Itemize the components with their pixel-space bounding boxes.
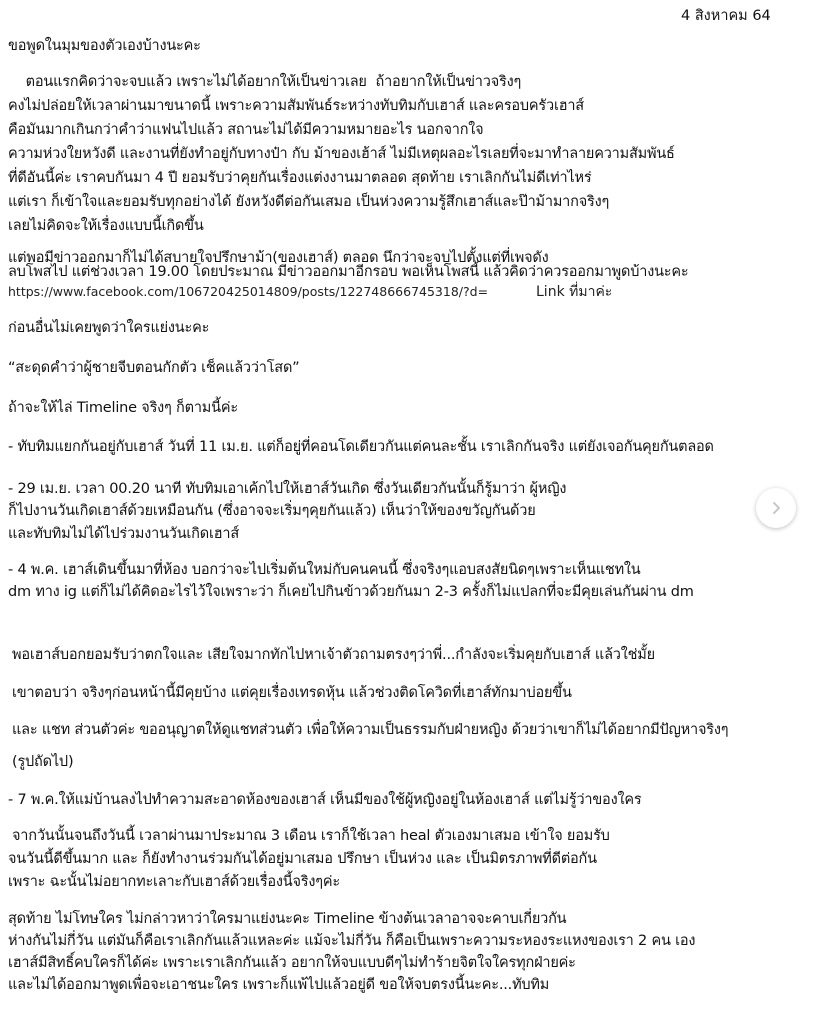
timeline-item: - 29 เม.ย. เวลา 00.20 นาที ทับทิมเอาเค้กไปให้เฮาส์วันเกิด ซึ่งวันเดียวกันนั้นก็รู้มาว่า ผู้หญิง (8, 481, 567, 497)
text-line: และไม่ได้ออกมาพูดเพื่อจะเอาชนะใคร เพราะก็แพ้ไปแล้วอยู่ดี ขอให้จบตรงนี้นะคะ...ทับทิม (8, 977, 550, 993)
text-line: คงไม่ปล่อยให้เวลาผ่านมาขนาดนี้ เพราะความสัมพันธ์ระหว่างทับทิมกับเฮาส์ และครอบครัวเฮาส์ (8, 98, 584, 114)
quote-line: “สะดุดคำว่าผู้ชายจีบตอนกักตัว เช็คแล้วว่าโสด” (8, 360, 300, 376)
text-line: แต่พอมีข่าวออกมาก็ไม่ได้สบายใจปรึกษาม้า(ของเฮาส์) ตลอด นึกว่าจะจบไปตั้งแต่ที่เพจดัง (8, 250, 549, 266)
text-line: แต่เรา ก็เข้าใจและยอมรับทุกอย่างได้ ยังหวังดีต่อกันเสมอ เป็นห่วงความรู้สึกเฮาส์และป๊าม้ามากจริงๆ (8, 194, 610, 210)
text-line: จนวันนี้ดีขึ้นมาก และ ก็ยังทำงานร่วมกันได้อยู่มาเสมอ ปรึกษา เป็นห่วง และ เป็นมิตรภาพที่ดีต่อกัน (8, 851, 597, 867)
source-url[interactable]: https://www.facebook.com/106720425014809/posts/122748666745318/?d= (8, 284, 489, 299)
text-line: เขาตอบว่า จริงๆก่อนหน้านี้มีคุยบ้าง แต่คุยเรื่องเทรดหุ้น แล้วช่วงติดโควิดที่เฮาส์ทักมาบ่อยขึ้น (12, 685, 572, 701)
next-image-button[interactable] (756, 488, 796, 528)
text-line: dm ทาง ig แต่ก็ไม่ได้คิดอะไรไว้ใจเพราะว่า ก็เคยไปกินข้าวด้วยกันมา 2-3 ครั้งก็ไม่แปลกที่จะมีคุยเล่นกันผ่าน dm (8, 584, 694, 600)
text-line: ถ้าจะให้ไล่ Timeline จริงๆ ก็ตามนี้ค่ะ (8, 400, 238, 416)
text-line: ลบโพสไป แต่ช่วงเวลา 19.00 โดยประมาณ มีข่าวออกมาอีกรอบ พอเห็นโพสนี้ แล้วคิดว่าควรออกมาพูดบ้างนะคะ (8, 264, 689, 280)
text-line: เพราะ ฉะนั้นไม่อยากทะเลาะกับเฮาส์ด้วยเรื่องนี้จริงๆค่ะ (8, 874, 340, 890)
text-line: จากวันนั้นจนถึงวันนี้ เวลาผ่านมาประมาณ 3 เดือน เราก็ใช้เวลา heal ตัวเองมาเสมอ เข้าใจ ยอมรับ (12, 828, 610, 844)
text-line: ก็ไปงานวันเกิดเฮาส์ด้วยเหมือนกัน (ซึ่งอาจจะเริ่มๆคุยกันแล้ว) เห็นว่าให้ของขวัญกันด้วย (8, 503, 536, 519)
text-line: และ แชท ส่วนตัวค่ะ ขออนุญาตให้ดูแชทส่วนตัว เพื่อให้ความเป็นธรรมกับฝ่ายหญิง ด้วยว่าเขาก็ไม่ได้อยากมีปัญหาจริงๆ (12, 722, 729, 738)
text-line: และทับทิมไม่ได้ไปร่วมงานวันเกิดเฮาส์ (8, 526, 239, 542)
text-line: พอเฮาส์บอกยอมรับว่าตกใจและ เสียใจมากทักไปหาเจ้าตัวถามตรงๆว่าพี่...กำลังจะเริ่มคุยกับเฮาส์ แล้วใช่มั้ย (12, 647, 655, 663)
chevron-right-icon (768, 500, 784, 516)
text-line: ความห่วงใยหวังดี และงานที่ยังทำอยู่กับทางป๋า กับ ม้าของเฮ้าส์ ไม่มีเหตุผลอะไรเลยที่จะมาทำลายความสัมพันธ์ (8, 146, 675, 162)
text-line: เลยไม่คิดจะให้เรื่องแบบนี้เกิดขึ้น (8, 218, 204, 234)
text-line: คือมันมากเกินกว่าคำว่าแฟนไปแล้ว สถานะไม่ได้มีความหมายอะไร นอกจากใจ (8, 122, 484, 138)
text-line: ห่างกันไม่กี่วัน แต่มันก็คือเราเลิกกันแล้วแหละค่ะ แม้จะไม่กี่วัน ก็คือเป็นเพราะความระหองระแหงของเรา 2 คน เอง (8, 933, 696, 949)
timeline-item: - 7 พ.ค.ให้แม่บ้านลงไปทำความสะอาดห้องของเฮาส์ เห็นมีของใช้ผู้หญิงอยู่ในห้องเฮาส์ แต่ไม่รู้ว่าของใคร (8, 792, 642, 808)
source-link[interactable] (8, 282, 613, 302)
timeline-item: - ทับทิมแยกกันอยู่กับเฮาส์ วันที่ 11 เม.ย. แต่ก็อยู่ที่คอนโดเดียวกันแต่คนละชั้น เราเลิกกันจริง แต่ยังเจอกันคุยกันตลอด (8, 439, 714, 455)
document-date: 4 สิงหาคม 64 (681, 8, 771, 24)
text-line: เฮาส์มีสิทธิ์คบใครก็ได้ค่ะ เพราะเราเลิกกันแล้ว อยากให้จบแบบดีๆไม่ทำร้ายจิตใจใครทุกฝ่ายค่ะ (8, 955, 576, 971)
text-line: ที่ดีอันนี้ค่ะ เราคบกันมา 4 ปี ยอมรับว่าคุยกันเรื่องแต่งงานมาตลอด สุดท้าย เราเลิกกันไม่ดีเท่าไหร่ (8, 170, 592, 186)
text-line: ก่อนอื่นไม่เคยพูดว่าใครแย่งนะคะ (8, 320, 210, 336)
timeline-item: - 4 พ.ค. เฮาส์เดินขึ้นมาที่ห้อง บอกว่าจะไปเริ่มต้นใหม่กับคนคนนี้ ซึ่งจริงๆแอบสงสัยนิดๆเพราะเห็นแชทใน (8, 562, 641, 578)
text-line: สุดท้าย ไม่โทษใคร ไม่กล่าวหาว่าใครมาแย่งนะคะ Timeline ข้างต้นเวลาอาจจะคาบเกี่ยวกัน (8, 911, 567, 927)
text-line: ขอพูดในมุมของตัวเองบ้างนะคะ (8, 38, 201, 54)
text-line: (รูปถัดไป) (12, 754, 74, 770)
text-line: ตอนแรกคิดว่าจะจบแล้ว เพราะไม่ได้อยากให้เป็นข่าวเลย ถ้าอยากให้เป็นข่าวจริงๆ (8, 74, 522, 90)
source-link-label: Link ที่มาค่ะ (536, 284, 613, 300)
